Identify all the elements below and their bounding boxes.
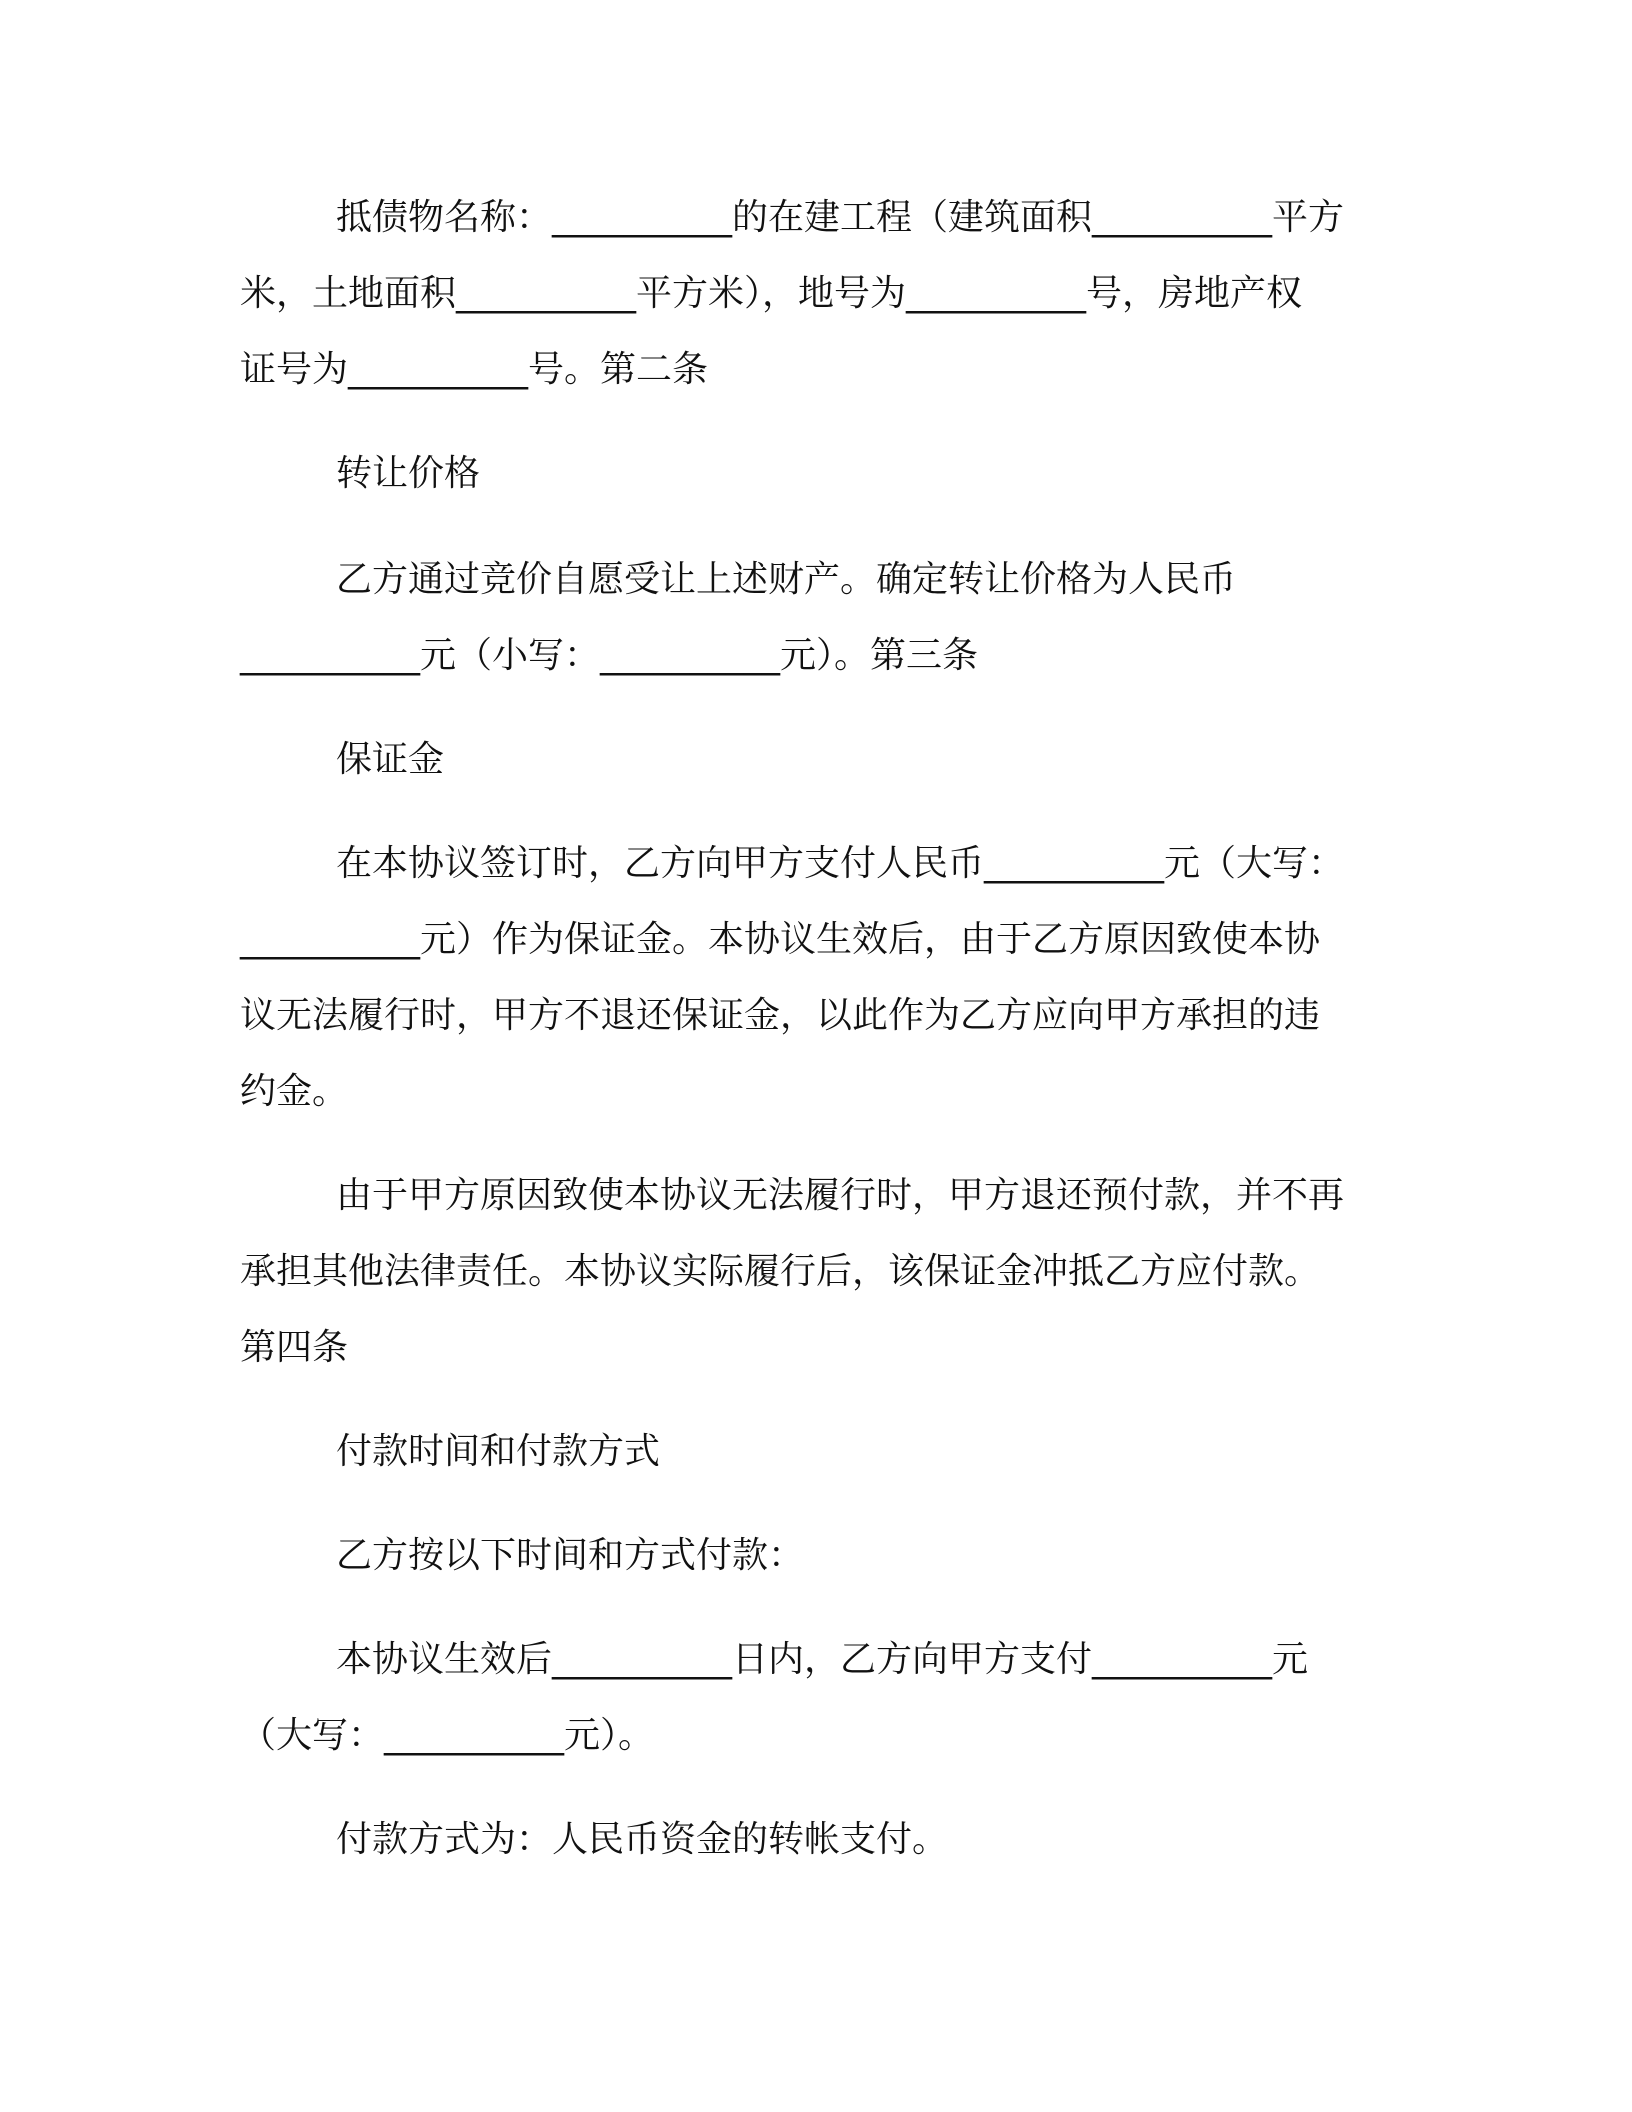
text-line: __________元）作为保证金。本协议生效后，由于乙方原因致使本协 <box>240 919 1321 960</box>
text-line: 乙方按以下时间和方式付款： <box>336 1535 805 1576</box>
text-line: （大写：__________元）。 <box>240 1715 655 1756</box>
text-line: 米，土地面积__________平方米），地号为__________号，房地产权 <box>240 273 1303 314</box>
text-line: 乙方通过竞价自愿受让上述财产。确定转让价格为人民币 <box>336 559 1237 600</box>
text-line: 本协议生效后__________日内，乙方向甲方支付__________元 <box>336 1639 1309 1680</box>
section-heading: 转让价格 <box>336 453 481 494</box>
text-line: 第四条 <box>240 1327 349 1368</box>
text-line: 抵债物名称：__________的在建工程（建筑面积__________平方 <box>336 197 1345 238</box>
text-line: __________元（小写：__________元）。第三条 <box>240 635 979 676</box>
text-line: 付款方式为：人民币资金的转帐支付。 <box>336 1819 949 1860</box>
text-line: 由于甲方原因致使本协议无法履行时，甲方退还预付款，并不再 <box>336 1175 1345 1216</box>
section-heading: 付款时间和付款方式 <box>336 1431 661 1472</box>
text-line: 承担其他法律责任。本协议实际履行后，该保证金冲抵乙方应付款。 <box>240 1251 1321 1292</box>
text-line: 约金。 <box>240 1071 349 1112</box>
text-line: 在本协议签订时，乙方向甲方支付人民币__________元（大写： <box>336 843 1345 884</box>
text-line: 证号为__________号。第二条 <box>240 349 709 390</box>
text-line: 议无法履行时，甲方不退还保证金，以此作为乙方应向甲方承担的违 <box>240 995 1321 1036</box>
section-heading: 保证金 <box>336 739 445 780</box>
